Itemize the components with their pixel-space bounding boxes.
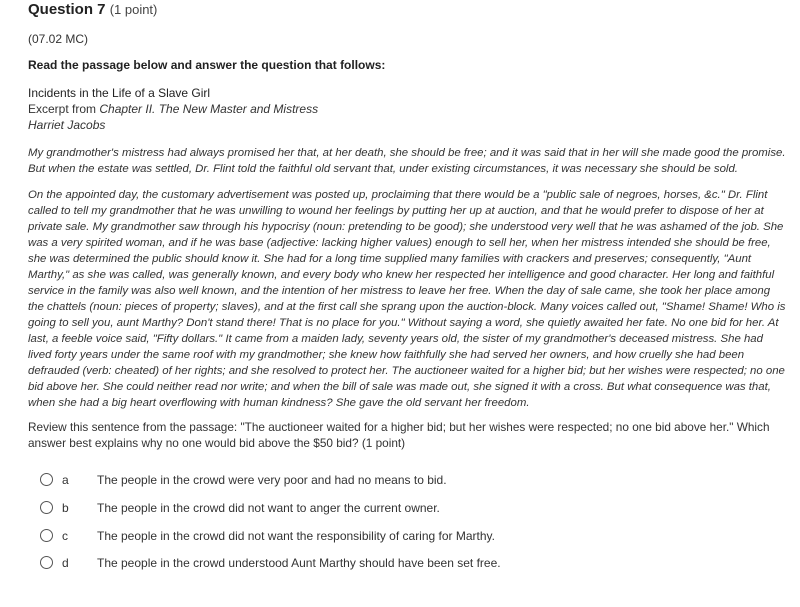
source-excerpt-line	[28, 101, 318, 117]
option-text: The people in the crowd understood Aunt Marthy should have been set free.	[97, 556, 501, 570]
option-letter: b	[62, 501, 69, 515]
source-author: Harriet Jacobs	[28, 118, 106, 132]
option-letter: d	[62, 556, 69, 570]
question-code: (07.02 MC)	[28, 32, 89, 46]
question-header	[28, 1, 157, 19]
source-title: Incidents in the Life of a Slave Girl	[28, 86, 211, 100]
option-text: The people in the crowd did not want the responsibility of caring for Marthy.	[97, 529, 495, 543]
radio-button-icon[interactable]	[40, 473, 53, 486]
radio-button-icon[interactable]	[40, 529, 53, 542]
passage-paragraph-2: On the appointed day, the customary advertisement was posted up, proclaiming that there would be a "public sale of negroes, horses, &c." Dr. Flint called to tell my grandmother that he was unwilling to wound her feelings by putting her up at auction, and that he would prefer to dispose of her at private sale. My grandmother saw through his hypocrisy (noun: pretending to be good); she understood very well that he was ashamed of the job. She was a very spirited woman, and if he was base (adjective: lacking higher values) enough to sell her, when her mistress intended she should be free, she was determined the public should know it. She had for a long time supplied many families with crackers and preserves; consequently, "Aunt Marthy," as she was called, was generally known, and every body who knew her respected her intelligence and good character. Her long and faithful service in the family was also well known, and the intention of her mistress to leave her free. When the day of sale came, she took her place among the chattels (noun: pieces of property; slaves), and at the first call she sprang upon the auction-block. Many voices called out, "Shame! Shame! Who is going to sell you, aunt Marthy? Don't stand there! That is no place for you." Without saying a word, she quietly awaited her fate. No one bid for her. At last, a feeble voice said, "Fifty dollars." It came from a maiden lady, seventy years old, the sister of my grandmother's deceased mistress. She had lived forty years under the same roof with my grandmother; she knew how faithfully she had served her owners, and how cruelly she had been defrauded (verb: cheated) of her rights; and she resolved to protect her. The auctioneer waited for a higher bid; but her wishes were respected; no one bid above her. She could neither read nor write; and when the bill of sale was made out, she signed it with a cross. But what consequence was that, when she had a big heart overflowing with human kindness? She gave the old servant her freedom.	[28, 189, 786, 409]
option-text: The people in the crowd were very poor and had no means to bid.	[97, 473, 447, 487]
question-number: Question 7	[28, 1, 106, 18]
option-text: The people in the crowd did not want to anger the current owner.	[97, 501, 440, 515]
source-info	[28, 85, 318, 133]
question-prompt: Review this sentence from the passage: "The auctioneer waited for a higher bid; but her wishes were respected; no one bid above her." Which answer best explains why no one would bid above the $50 bid? (1 point)	[28, 420, 770, 450]
answer-option-a[interactable]	[40, 472, 740, 490]
option-letter: a	[62, 473, 69, 487]
radio-button-icon[interactable]	[40, 556, 53, 569]
option-letter: c	[62, 529, 68, 543]
radio-button-icon[interactable]	[40, 501, 53, 514]
question-instruction: Read the passage below and answer the question that follows:	[28, 58, 386, 72]
answer-option-c[interactable]	[40, 528, 740, 546]
answer-option-b[interactable]	[40, 500, 740, 518]
answer-option-d[interactable]	[40, 555, 740, 573]
passage-paragraph-1: My grandmother's mistress had always promised her that, at her death, she should be free; and it was said that in her will she made good the promise. But when the estate was settled, Dr. Flint told the faithful old servant that, under existing circumstances, it was necessary she should be sold.	[28, 147, 786, 175]
question-points: (1 point)	[109, 2, 158, 17]
source-chapter: Chapter II. The New Master and Mistress	[99, 102, 319, 116]
excerpt-prefix: Excerpt from	[28, 102, 100, 116]
